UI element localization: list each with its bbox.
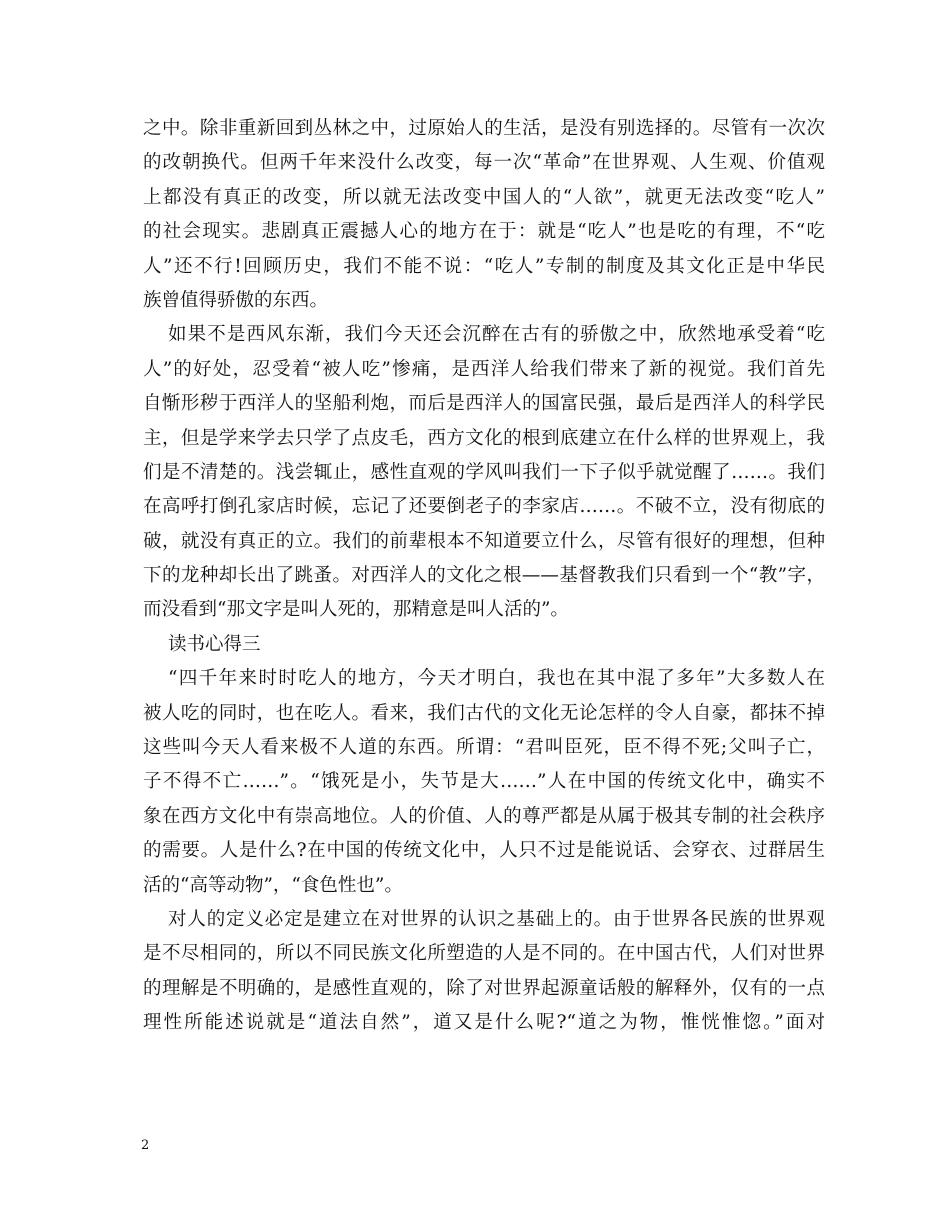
page-number: 2 [141,1138,150,1153]
text-line: 族曾值得骄傲的东西。 [143,289,329,311]
text-line: 的改朝换代。但两千年来没什么改变，每一次“革命”在世界观、人生观、价值观 [143,152,825,174]
text-line: 象在西方文化中有崇高地位。人的价值、人的尊严都是从属于极其专制的社会秩序 [143,805,825,827]
text-line: 破，就没有真正的立。我们的前辈根本不知道要立什么，尽管有很好的理想，但种 [143,530,825,552]
text-line: 理性所能述说就是“道法自然”，道又是什么呢?“道之为物，惟恍惟惚。”面对 [143,1012,825,1034]
text-line: 被人吃的同时，也在吃人。看来，我们古代的文化无论怎样的令人自豪，都抹不掉 [143,702,825,724]
text-line: 们是不清楚的。浅尝辄止，感性直观的学风叫我们一下子似乎就觉醒了……。我们 [143,461,825,483]
text-line: 之中。除非重新回到丛林之中，过原始人的生活，是没有别选择的。尽管有一次次 [143,118,825,139]
text-line: 而没看到“那文字是叫人死的，那精意是叫人活的”。 [143,599,569,621]
text-line: 的社会现实。悲剧真正震撼人心的地方在于：就是“吃人”也是吃的有理，不“吃 [143,221,825,243]
text-line: 对人的定义必定是建立在对世界的认识之基础上的。由于世界各民族的世界观 [168,908,825,930]
text-line: 读书心得三 [168,633,261,655]
text-line: 在高呼打倒孔家店时候，忘记了还要倒老子的李家店……。不破不立，没有彻底的 [143,496,825,518]
text-line: 活的“高等动物”，“食色性也”。 [143,874,403,896]
text-line: 上都没有真正的改变，所以就无法改变中国人的“人欲”，就更无法改变“吃人” [143,186,825,208]
text-line: 是不尽相同的，所以不同民族文化所塑造的人是不同的。在中国古代，人们对世界 [143,943,825,965]
body-text [143,112,825,1041]
text-line: “四千年来时时吃人的地方，今天才明白，我也在其中混了多年”大多数人在 [168,668,825,690]
text-line: 下的龙种却长出了跳蚤。对西洋人的文化之根——基督教我们只看到一个“教”字， [143,565,825,587]
text-line: 主，但是学来学去只学了点皮毛，西方文化的根到底建立在什么样的世界观上，我 [143,427,825,449]
text-line: 的理解是不明确的，是感性直观的，除了对世界起源童话般的解释外，仅有的一点 [143,977,825,999]
text-line: 人”还不行!回顾历史，我们不能不说：“吃人”专制的制度及其文化正是中华民 [143,255,825,277]
text-line: 这些叫今天人看来极不人道的东西。所谓：“君叫臣死，臣不得不死;父叫子亡， [143,737,825,759]
text-line: 的需要。人是什么?在中国的传统文化中，人只不过是能说话、会穿衣、过群居生 [143,840,825,862]
text-line: 自惭形秽于西洋人的坚船利炮，而后是西洋人的国富民强，最后是西洋人的科学民 [143,393,825,415]
text-line: 如果不是西风东渐，我们今天还会沉醉在古有的骄傲之中，欣然地承受着“吃 [168,324,825,346]
text-line: 人”的好处，忍受着“被人吃”惨痛，是西洋人给我们带来了新的视觉。我们首先 [143,358,825,380]
text-line: 子不得不亡……”。“饿死是小，失节是大……”人在中国的传统文化中，确实不 [143,771,825,793]
